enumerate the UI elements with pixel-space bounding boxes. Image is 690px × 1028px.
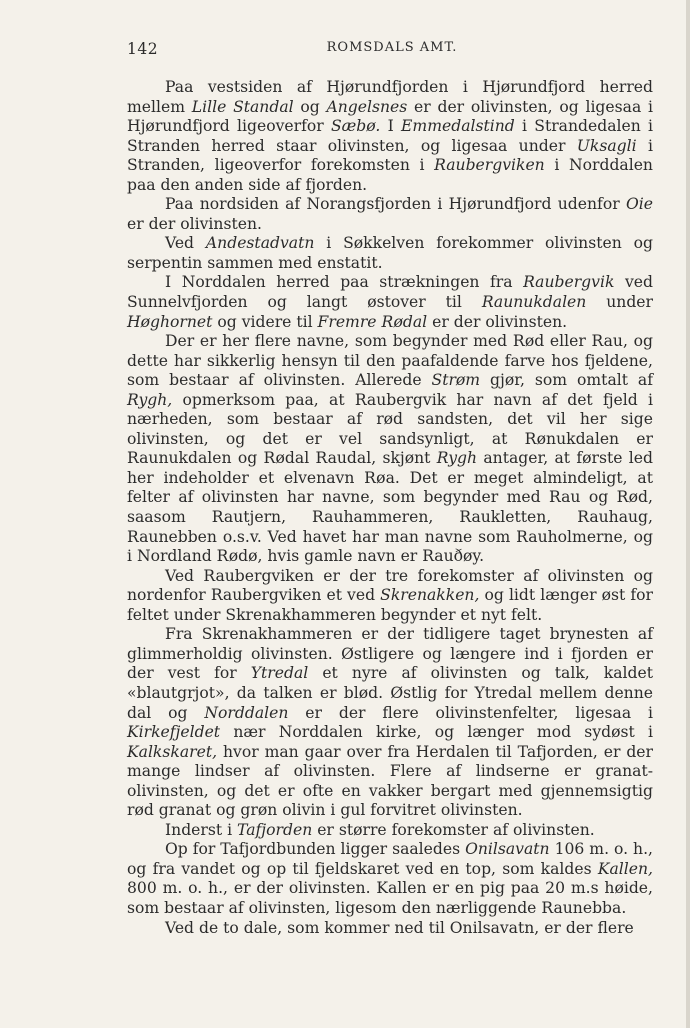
italic-name: Raubergviken	[434, 156, 545, 175]
paragraph	[127, 332, 653, 567]
italic-name: Angelsnes	[326, 97, 408, 116]
italic-name: Skrenakken,	[380, 586, 480, 605]
italic-name: Lille Standal	[191, 97, 294, 116]
italic-name: Høghornet	[127, 312, 213, 331]
paragraph	[127, 234, 653, 273]
text-run: Paa nordsiden af Norangsfjorden i Hjørundfjord udenfor	[165, 195, 626, 214]
italic-name: Norddalen	[204, 703, 289, 722]
italic-name: Rygh	[436, 449, 478, 468]
page-header	[127, 40, 657, 64]
text-run: Ved de to dale, som kommer ned til Onilsavatn, er der flere	[165, 918, 634, 937]
italic-name: Strøm	[431, 371, 481, 390]
text-run: Paa vestsiden af Hjørundfjorden i Hjørundfjord herred mellem	[127, 78, 653, 116]
italic-name: Rygh,	[127, 390, 173, 409]
text-run: gjør, som omtalt af	[480, 371, 653, 390]
italic-name: Fremre Rødal	[317, 312, 428, 331]
text-run: Inderst i	[165, 820, 238, 839]
text-run: 800 m. o. h., er der olivinsten. Kallen er en pig paa 20 m.s høide, som bestaar af olivinsten, ligesom den nærliggende Raunebba.	[127, 879, 653, 917]
text-run: ved Sunnelvfjorden og langt østover til	[127, 273, 653, 312]
text-run: i Strandedalen i Stranden herred staar olivinsten, og ligesaa under	[127, 117, 654, 155]
text-run: I	[380, 117, 402, 136]
text-run: antager, at første led her indeholder et elvenavn Røa. Det er meget almindeligt, at felter af olivinsten har navne, som begynder med Rau og Rød, saasom Rautjern, Rauhammeren, Raukletten, Rauhaug, Raunebben o.s.v. Ved havet har man navne som Rauholmerne, og i Nordland Rødø, hvis gamle navn er Rauðøy.	[127, 449, 653, 566]
italic-name: Kirkefjeldet	[127, 723, 221, 742]
text-run: Der er her flere navne, som begynder med Rød eller Rau, og dette har sikkerlig hensyn til den paafaldende farve hos fjeldene, som bestaar af olivinsten. Allerede	[127, 332, 653, 390]
text-run: I Norddalen herred paa strækningen fra	[165, 273, 524, 292]
paragraph	[127, 567, 653, 626]
text-run: og videre til	[212, 312, 318, 331]
italic-name: Oie	[626, 195, 653, 214]
text-run: og	[293, 97, 327, 116]
text-run: under	[586, 293, 653, 312]
text-run: i Stranden, ligeoverfor forekomsten i	[127, 136, 653, 175]
text-run: 106 m. o. h., og fra vandet og op til fjeldskaret ved en top, som kaldes	[127, 840, 653, 878]
italic-name: Andestadvatn	[205, 234, 315, 253]
text-run: er større forekomster af olivinsten.	[312, 820, 595, 839]
running-title: ROMSDALS AMT.	[326, 40, 458, 55]
italic-name: Raunukdalen	[481, 293, 587, 312]
italic-name: Emmedalstind	[401, 117, 515, 136]
italic-name: Sæbø.	[330, 117, 381, 136]
body-text	[127, 78, 653, 938]
text-run: er der olivinsten.	[127, 214, 262, 233]
italic-name: Uksagli	[576, 136, 637, 155]
text-run: i Norddalen paa den anden side af fjorden.	[127, 156, 653, 194]
paragraph	[127, 273, 653, 332]
page-edge	[686, 0, 690, 1028]
italic-name: Raubergvik	[523, 273, 615, 292]
text-run: Fra Skrenakhammeren er der tidligere taget brynesten af glimmerholdig olivinsten. Østligere og længere ind i fjorden er der vest for	[127, 625, 653, 683]
italic-name: Ytredal	[250, 664, 309, 683]
text-run: og lidt længer øst for feltet under Skrenakhammeren begynder et nyt felt.	[127, 586, 653, 624]
text-run: er der flere olivinstenfelter, ligesaa i	[288, 703, 653, 722]
text-run: er der olivinsten, og ligesaa i Hjørundfjord ligeoverfor	[127, 97, 653, 136]
paragraph	[127, 625, 653, 820]
paragraph	[127, 195, 653, 234]
text-run: Ved Raubergviken er der tre forekomster af olivinsten og nordenfor Raubergviken et ved	[127, 566, 653, 605]
paragraph	[127, 821, 653, 841]
page-number: 142	[127, 40, 159, 58]
text-run: er der olivinsten.	[427, 312, 568, 331]
paragraph	[127, 78, 653, 195]
italic-name: Kallen,	[597, 859, 653, 878]
text-run: hvor man gaar over fra Herdalen til Tafjorden, er der mange lindser af olivinsten. Flere af lindserne er granat-olivinsten, og det er ofte en vakker bergart med gjennemsigtig rød granat og grøn olivin i gul forvitret olivinsten.	[127, 742, 653, 820]
paragraph	[127, 919, 653, 939]
text-run: i Søkkelven forekommer olivinsten og serpentin sammen med enstatit.	[127, 234, 653, 272]
italic-name: Onilsavatn	[465, 840, 550, 859]
text-run: Ved	[165, 234, 206, 253]
italic-name: Tafjorden	[237, 820, 313, 839]
text-run: et nyre af olivinsten og talk, kaldet «blautgrjot», da talken er blød. Østlig for Ytredal mellem denne dal og	[127, 664, 653, 722]
text-run: Op for Tafjordbunden ligger saaledes	[165, 840, 466, 859]
text-run: nær Norddalen kirke, og længer mod sydøst i	[220, 723, 653, 742]
text-run: opmerksom paa, at Raubergvik har navn af det fjeld i nærheden, som bestaar af rød sandsten, det vil her sige olivinsten, og det er vel sandsynligt, at Rønukdalen er Raunukdalen og Rødal Raudal, skjønt	[127, 390, 653, 468]
italic-name: Kalkskaret,	[127, 742, 218, 761]
paragraph	[127, 840, 653, 918]
